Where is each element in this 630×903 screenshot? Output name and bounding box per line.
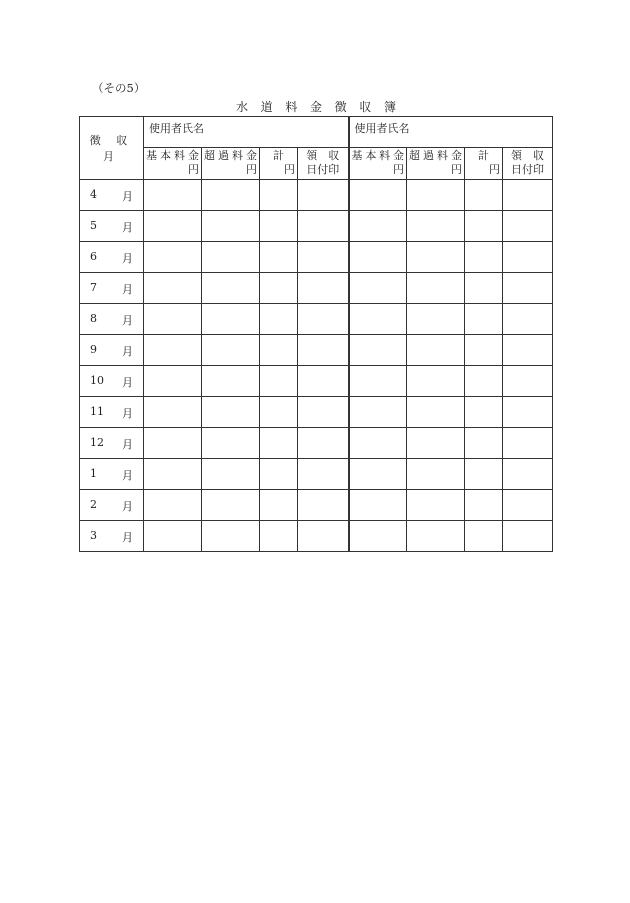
table-row: [80, 428, 553, 459]
month-unit: 月: [122, 438, 133, 451]
month-label-cell: [80, 459, 144, 490]
excess-fee-label: 超 過 料 金: [409, 149, 462, 162]
basic-fee-cell[interactable]: [144, 242, 202, 273]
receipt-stamp-cell[interactable]: [503, 304, 553, 335]
excess-fee-cell[interactable]: [202, 366, 260, 397]
collection-ledger-table: [79, 116, 553, 552]
total-cell[interactable]: [260, 180, 298, 211]
yen-unit: 円: [246, 163, 257, 176]
receipt-stamp-header: [298, 148, 349, 180]
total-cell[interactable]: [260, 304, 298, 335]
excess-fee-cell[interactable]: [202, 242, 260, 273]
total-cell[interactable]: [465, 180, 503, 211]
month-unit: 月: [122, 345, 133, 358]
receipt-stamp-cell[interactable]: [298, 366, 349, 397]
basic-fee-cell[interactable]: [144, 304, 202, 335]
month-unit: 月: [122, 500, 133, 513]
month-number: 3: [90, 529, 97, 542]
receipt-stamp-cell[interactable]: [298, 459, 349, 490]
excess-fee-cell[interactable]: [407, 490, 465, 521]
yen-unit: 円: [284, 163, 295, 176]
basic-fee-cell[interactable]: [349, 366, 407, 397]
total-cell[interactable]: [465, 335, 503, 366]
table-row: [80, 180, 553, 211]
table-row: [80, 273, 553, 304]
month-label-cell: [80, 366, 144, 397]
total-cell[interactable]: [465, 304, 503, 335]
receipt-stamp-cell[interactable]: [503, 366, 553, 397]
title-char: 徴: [334, 100, 347, 114]
excess-fee-label: 超 過 料 金: [204, 149, 257, 162]
total-cell[interactable]: [260, 521, 298, 552]
receipt-stamp-cell[interactable]: [298, 397, 349, 428]
month-label-cell: [80, 428, 144, 459]
receipt-stamp-cell[interactable]: [298, 428, 349, 459]
table-row: [80, 304, 553, 335]
table-row: [80, 521, 553, 552]
total-cell[interactable]: [465, 242, 503, 273]
month-unit: 月: [122, 221, 133, 234]
receipt-stamp-cell[interactable]: [503, 242, 553, 273]
month-number: 6: [90, 250, 97, 263]
excess-fee-cell[interactable]: [202, 304, 260, 335]
basic-fee-cell[interactable]: [349, 459, 407, 490]
total-cell[interactable]: [260, 211, 298, 242]
excess-fee-cell[interactable]: [407, 273, 465, 304]
excess-fee-header: [407, 148, 465, 180]
receipt-label: 領 収: [511, 149, 544, 162]
collection-month-header: 徴 収 月: [80, 117, 144, 180]
excess-fee-cell[interactable]: [407, 428, 465, 459]
month-unit: 月: [122, 531, 133, 544]
month-number: 5: [90, 219, 97, 232]
basic-fee-cell[interactable]: [144, 521, 202, 552]
month-label-cell: [80, 521, 144, 552]
month-unit: 月: [122, 190, 133, 203]
total-header: [465, 148, 503, 180]
basic-fee-header: [349, 148, 407, 180]
excess-fee-cell[interactable]: [202, 335, 260, 366]
total-cell[interactable]: [465, 366, 503, 397]
table-row: [80, 335, 553, 366]
month-number: 9: [90, 343, 97, 356]
title-char: 金: [309, 100, 322, 114]
basic-fee-cell[interactable]: [144, 366, 202, 397]
form-title: [236, 98, 396, 115]
excess-fee-cell[interactable]: [202, 180, 260, 211]
receipt-stamp-cell[interactable]: [298, 211, 349, 242]
receipt-stamp-cell[interactable]: [503, 459, 553, 490]
month-number: 11: [90, 405, 104, 418]
total-cell[interactable]: [260, 335, 298, 366]
month-number: 1: [90, 467, 97, 480]
basic-fee-cell[interactable]: [349, 211, 407, 242]
excess-fee-cell[interactable]: [202, 273, 260, 304]
receipt-stamp-cell[interactable]: [503, 180, 553, 211]
date-stamp-label: 日付印: [511, 163, 544, 176]
excess-fee-cell[interactable]: [202, 521, 260, 552]
receipt-stamp-cell[interactable]: [503, 397, 553, 428]
excess-fee-cell[interactable]: [407, 242, 465, 273]
basic-fee-cell[interactable]: [144, 459, 202, 490]
receipt-stamp-cell[interactable]: [503, 335, 553, 366]
basic-fee-header: [144, 148, 202, 180]
receipt-label: 領 収: [306, 149, 340, 162]
basic-fee-cell[interactable]: [144, 490, 202, 521]
basic-fee-cell[interactable]: [144, 211, 202, 242]
basic-fee-label: 基 本 料 金: [146, 149, 199, 162]
basic-fee-cell[interactable]: [349, 490, 407, 521]
month-number: 2: [90, 498, 97, 511]
total-cell[interactable]: [260, 490, 298, 521]
month-label-cell: [80, 335, 144, 366]
receipt-stamp-cell[interactable]: [503, 211, 553, 242]
total-cell[interactable]: [465, 428, 503, 459]
month-number: 10: [90, 374, 104, 387]
month-unit: 月: [122, 407, 133, 420]
basic-fee-label: 基 本 料 金: [351, 149, 404, 162]
month-number: 12: [90, 436, 104, 449]
excess-fee-cell[interactable]: [202, 397, 260, 428]
receipt-stamp-cell[interactable]: [503, 273, 553, 304]
total-cell[interactable]: [260, 366, 298, 397]
excess-fee-cell[interactable]: [407, 304, 465, 335]
title-char: 簿: [383, 100, 396, 114]
month-number: 7: [90, 281, 97, 294]
excess-fee-cell[interactable]: [407, 521, 465, 552]
receipt-stamp-cell[interactable]: [503, 521, 553, 552]
title-char: 道: [260, 100, 273, 114]
basic-fee-cell[interactable]: [349, 521, 407, 552]
month-label-cell: [80, 180, 144, 211]
total-label: 計: [273, 149, 284, 162]
month-unit: 月: [122, 252, 133, 265]
total-cell[interactable]: [260, 242, 298, 273]
table-row: [80, 242, 553, 273]
date-stamp-label: 日付印: [306, 163, 340, 176]
receipt-stamp-cell[interactable]: [298, 490, 349, 521]
month-number: 8: [90, 312, 97, 325]
title-char: 料: [285, 100, 298, 114]
month-label-cell: [80, 211, 144, 242]
basic-fee-cell[interactable]: [349, 428, 407, 459]
basic-fee-cell[interactable]: [349, 304, 407, 335]
receipt-stamp-cell[interactable]: [298, 521, 349, 552]
table-row: [80, 397, 553, 428]
month-unit: 月: [122, 314, 133, 327]
table-row: [80, 490, 553, 521]
excess-fee-cell[interactable]: [407, 335, 465, 366]
basic-fee-cell[interactable]: [349, 397, 407, 428]
basic-fee-cell[interactable]: [144, 273, 202, 304]
basic-fee-cell[interactable]: [349, 335, 407, 366]
month-label-cell: [80, 242, 144, 273]
form-number: （その5）: [92, 81, 146, 95]
receipt-stamp-header: [503, 148, 553, 180]
month-label-cell: [80, 304, 144, 335]
total-cell[interactable]: [465, 211, 503, 242]
total-cell[interactable]: [260, 397, 298, 428]
excess-fee-cell[interactable]: [202, 428, 260, 459]
month-unit: 月: [122, 376, 133, 389]
month-label-cell: [80, 273, 144, 304]
month-number: 4: [90, 188, 97, 201]
total-cell[interactable]: [260, 428, 298, 459]
excess-fee-cell[interactable]: [407, 211, 465, 242]
excess-fee-cell[interactable]: [407, 366, 465, 397]
basic-fee-cell[interactable]: [144, 397, 202, 428]
basic-fee-cell[interactable]: [349, 273, 407, 304]
excess-fee-cell[interactable]: [407, 180, 465, 211]
total-cell[interactable]: [260, 273, 298, 304]
excess-fee-cell[interactable]: [202, 459, 260, 490]
receipt-stamp-cell[interactable]: [298, 273, 349, 304]
total-cell[interactable]: [465, 490, 503, 521]
table-row: [80, 459, 553, 490]
title-char: 収: [359, 100, 372, 114]
yen-unit: 円: [393, 163, 404, 176]
table-row: [80, 211, 553, 242]
total-label: 計: [478, 149, 489, 162]
user-name-label-right: 使用者氏名: [349, 117, 553, 148]
total-cell[interactable]: [465, 521, 503, 552]
month-unit: 月: [122, 283, 133, 296]
month-label-cell: [80, 397, 144, 428]
receipt-stamp-cell[interactable]: [298, 180, 349, 211]
excess-fee-cell[interactable]: [202, 490, 260, 521]
excess-fee-cell[interactable]: [202, 211, 260, 242]
receipt-stamp-cell[interactable]: [503, 428, 553, 459]
basic-fee-cell[interactable]: [349, 180, 407, 211]
basic-fee-cell[interactable]: [144, 180, 202, 211]
receipt-stamp-cell[interactable]: [298, 304, 349, 335]
header-row-columns: [80, 148, 553, 180]
title-char: 水: [236, 100, 249, 114]
excess-fee-cell[interactable]: [407, 397, 465, 428]
total-cell[interactable]: [260, 459, 298, 490]
excess-fee-cell[interactable]: [407, 459, 465, 490]
receipt-stamp-cell[interactable]: [298, 335, 349, 366]
total-header: [260, 148, 298, 180]
total-cell[interactable]: [465, 397, 503, 428]
receipt-stamp-cell[interactable]: [503, 490, 553, 521]
total-cell[interactable]: [465, 459, 503, 490]
month-label-cell: [80, 490, 144, 521]
basic-fee-cell[interactable]: [144, 335, 202, 366]
total-cell[interactable]: [465, 273, 503, 304]
excess-fee-header: [202, 148, 260, 180]
header-row-user: [80, 117, 553, 148]
basic-fee-cell[interactable]: [144, 428, 202, 459]
month-unit: 月: [122, 469, 133, 482]
yen-unit: 円: [188, 163, 199, 176]
yen-unit: 円: [489, 163, 500, 176]
table-row: [80, 366, 553, 397]
basic-fee-cell[interactable]: [349, 242, 407, 273]
receipt-stamp-cell[interactable]: [298, 242, 349, 273]
user-name-label-left: 使用者氏名: [144, 117, 349, 148]
yen-unit: 円: [451, 163, 462, 176]
